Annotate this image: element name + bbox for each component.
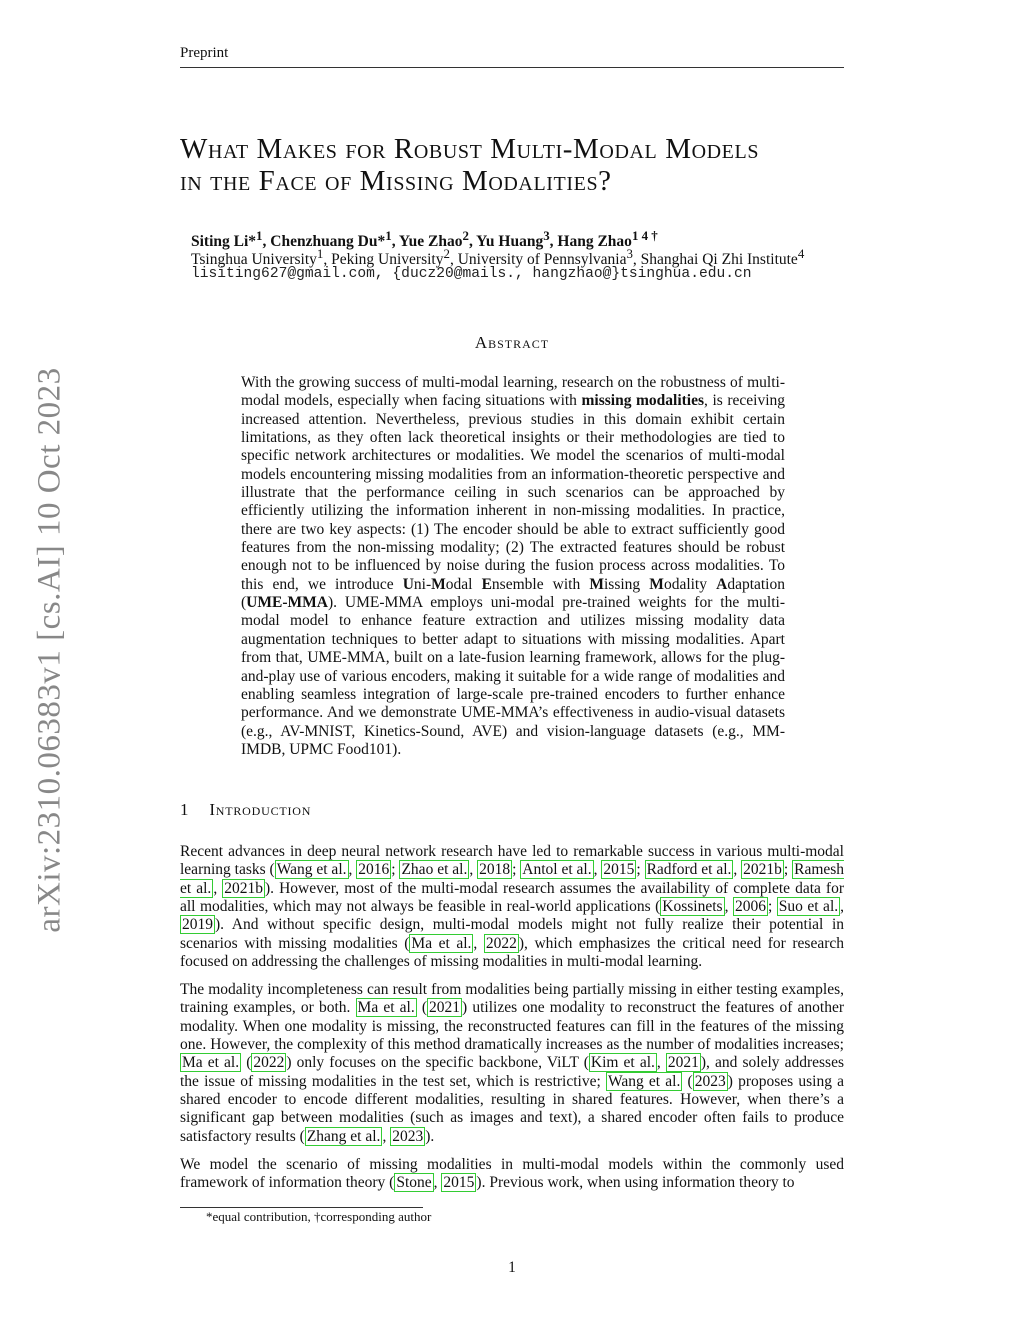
emphasis: missing modalities: [581, 392, 705, 410]
citation-link[interactable]: Antol et al.: [522, 861, 592, 879]
intro-paragraph-1: Recent advances in deep neural network research have led to remarkable success in various multi-modal learning tasks ( Wang et al. , 2016 ; Zhao et al. , 2018 ; Antol et al. , 2015 ; Radford et al. , 2021b ; Ramesh et al. , 2021b ). However, most of the multi-modal research assumes the availability of complete data for all modalities, which may not always be feasible in real-world applications ( Kossinets , 2006 ; Suo et al. , 2019 ). And without specific design, multi-modal models might not fully realize their potential in scenarios with missing modalities ( Ma et al. , 2022 ), which emphasizes the critical need for research focused on addressing the challenges of missing modalities in multi-modal learning.: [180, 843, 845, 971]
citation-link[interactable]: Zhang et al.: [306, 1127, 381, 1145]
citation-link[interactable]: 2019: [182, 916, 213, 934]
citation-link[interactable]: 2016: [358, 861, 390, 879]
intro-paragraph-2: The modality incompleteness can result from modalities being partially missing in either testing examples, training examples, or both. Ma et al. ( 2021 ) utilizes one modality to reconstruct the features of another modality. When one modality is missing, the reconstructed features can fill in the features of the missing one. However, the complexity of this method dramatically increases as the number of modalities increases; Ma et al. ( 2022 ) only focuses on the specific backbone, ViLT ( Kim et al. , 2021 ), and solely addresses the issue of missing modalities in the test set, which is restrictive; Wang et al. ( 2023 ) proposes using a shared encoder to encode different modalities, resulting in shared features. However, when there’s a significant gap between modalities (such as images and text), a shared encoder often fails to produce satisfactory results ( Zhang et al. , 2023 ).: [180, 981, 845, 1145]
intro-paragraph-3: We model the scenario of missing modalities in multi-modal models within the commonly used framework of information theory ( Stone , 2015 ). Previous work, when using information theory to: [180, 1156, 844, 1192]
citation-link[interactable]: 2022: [485, 934, 517, 952]
citation-link[interactable]: 2015: [443, 1174, 475, 1192]
author-name: Yu Huang: [476, 233, 544, 251]
citation-link[interactable]: Wang et al.: [276, 861, 347, 879]
author-mark: 1: [256, 228, 263, 243]
author-name: Yue Zhao: [398, 233, 463, 251]
author-mark: 2: [462, 228, 469, 243]
citation-link[interactable]: Wang et al.: [607, 1072, 681, 1090]
author-mark: 1 4 †: [631, 228, 658, 243]
author-name: Siting Li*: [191, 233, 257, 251]
method-acronym: UME-MMA: [246, 594, 328, 612]
section-heading: [180, 800, 311, 820]
author-emails: lisiting627@gmail.com, {ducz20@mails., hangzhao@}tsinghua.edu.cn: [191, 266, 752, 282]
citation-link[interactable]: 2021b: [224, 879, 263, 897]
author-list: Siting Li*$^1$, Chenzhuang Du*$^1$, Yue Zhao$^2$, Yu Huang$^3$, Hang Zhao$^{1 4 \dagger}$: [191, 228, 658, 251]
abstract-heading: Abstract: [474, 333, 550, 352]
running-header: Preprint: [180, 44, 844, 68]
title-line-1: What Makes for Robust Multi-Modal Models: [180, 133, 760, 165]
page-number: 1: [508, 1259, 516, 1276]
citation-link[interactable]: 2022: [253, 1054, 285, 1072]
affiliations: Tsinghua University$^1$, Peking University$^2$, University of Pennsylvania$^3$, Shanghai Qi Zhi Institute$^4$: [191, 246, 805, 269]
citation-link[interactable]: Kossinets: [662, 898, 723, 916]
citation-link[interactable]: Ma et al.: [411, 934, 472, 952]
citation-link[interactable]: Kim et al.: [590, 1054, 655, 1072]
citation-link[interactable]: 2023: [694, 1072, 726, 1090]
paper-title: [180, 133, 860, 197]
citation-link[interactable]: Suo et al.: [778, 898, 839, 916]
citation-link[interactable]: 2021: [667, 1054, 699, 1072]
citation-link[interactable]: Stone: [396, 1174, 432, 1192]
footnote: *equal contribution, †corresponding author: [206, 1209, 432, 1224]
citation-link[interactable]: 2015: [603, 861, 635, 879]
citation-link[interactable]: Zhao et al.: [401, 861, 468, 879]
author-mark: 1: [385, 228, 392, 243]
section-title: Introduction: [209, 800, 312, 819]
citation-link[interactable]: 2018: [479, 861, 511, 879]
author-name: Chenzhuang Du*: [270, 233, 386, 251]
section-number: 1: [180, 800, 190, 819]
citation-link[interactable]: Ramesh et al.: [180, 861, 845, 897]
arxiv-identifier[interactable]: arXiv:2310.06383v1 [cs.AI] 10 Oct 2023: [31, 367, 68, 933]
citation-link[interactable]: 2023: [392, 1127, 424, 1145]
citation-link[interactable]: Radford et al.: [646, 861, 732, 879]
citation-link[interactable]: 2021b: [743, 861, 782, 879]
citation-link[interactable]: 2021: [429, 999, 461, 1017]
footnote-rule: [180, 1207, 423, 1208]
citation-link[interactable]: 2006: [734, 898, 766, 916]
title-line-2: in the Face of Missing Modalities?: [180, 165, 612, 197]
author-mark: 3: [543, 228, 550, 243]
abstract-body: With the growing success of multi-modal learning, research on the robustness of multi-modal models, especially when facing situations with missing modalities, is receiving increased attention. Nevertheless, previous studies in this domain exhibit certain limitations, as they often lack theoretical insights or their methodologies are tied to specific network architectures or modalities. We model the scenarios of multi-modal models encountering missing modalities from an information-theoretic perspective and illustrate that the performance ceiling in such scenarios can be approached by efficiently utilizing the information inherent in non-missing modalities. In practice, there are two key aspects: (1) The encoder should be able to extract sufficiently good features from the non-missing modality; (2) The extracted features should be robust enough not to be influenced by noise during the fusion process across modalities. To this end, we introduce Uni-Modal Ensemble with Missing Modality Adaptation (UME-MMA). UME-MMA employs uni-modal pre-trained weights for the multi-modal model to enhance feature extraction and utilizes missing modality data augmentation techniques to better adapt to situations with missing modalities. Apart from that, UME-MMA, built on a late-fusion learning framework, allows for the plug-and-play use of various encoders, making it suitable for a wide range of modalities and enabling seamless integration of large-scale pre-trained encoders to further enhance performance. And we demonstrate UME-MMA’s effectiveness in audio-visual datasets (e.g., AV-MNIST, Kinetics-Sound, AVE) and vision-language datasets (e.g., MM-IMDB, UPMC Food101).: [241, 374, 786, 758]
citation-link[interactable]: Ma et al.: [357, 999, 415, 1017]
citation-link[interactable]: Ma et al.: [182, 1054, 240, 1072]
author-name: Hang Zhao: [557, 233, 632, 251]
